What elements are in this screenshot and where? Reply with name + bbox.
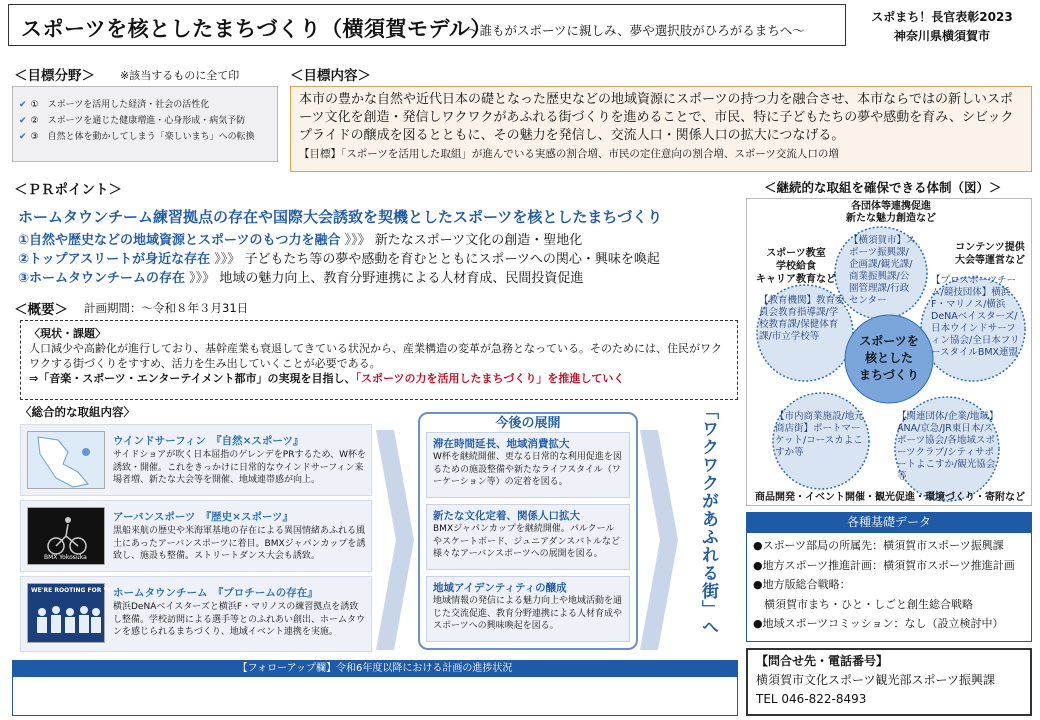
future-item-text: BMXジャパンカップを継続開催。パルクールやスケートボード、ジュニアダンスバトルなど様々なアーバンスポーツへの展開を図る。 [433, 524, 621, 559]
basic-data-heading: 各種基礎データ [746, 512, 1032, 532]
future-vision: 「ワクワクがあふれる街」へ [698, 402, 718, 636]
future-item-text: 地域情報の発信による魅力向上や地域活動を通じた交流促進、教育分野連携による人材育成やスポーツへの興味喚起を図る。 [433, 596, 623, 631]
goal-item: ✔ ③ 自然と体を動かしてしまう「楽しいまち」への転換 [19, 132, 255, 142]
title-banner [8, 4, 846, 46]
goal-content-box [290, 86, 1032, 172]
activity-title: ホームタウンチーム 『プロチームの存在』 [113, 587, 318, 599]
activity-card [20, 576, 372, 652]
pr-heading: ＜ＰＲポイント＞ [14, 182, 122, 198]
pr-point: ①自然や歴史などの地域資源とスポーツのもつ力を融合 》》》 新たなスポーツ文化の創造・聖地化 [18, 233, 583, 248]
future-box [418, 412, 638, 650]
goal-area-note: ※該当するものに全て印 [120, 69, 240, 82]
check-icon: ✔ [19, 132, 27, 142]
diagram-bottom-label: 商品開発・イベント開催・観光促進・環境づくり・寄附など [755, 492, 1025, 503]
contact-tel: TEL 046-822-8493 [756, 692, 867, 706]
pr-point: ③ホームタウンチームの存在 》》》 地域の魅力向上、教育分野連携による人材育成、民間投資促進 [18, 271, 584, 286]
goal-content-body: 本市の豊かな自然や近代日本の礎となった歴史などの地域資源にスポーツの持つ力を融合させ、本市ならではの新しいスポーツ文化を創造・発信しワクワクがあふれる街づくりを進めることで、市民、特に子どもたちの夢や感動を育み、シビックプライドの醸成を図るとともに、その魅力を発信し、交流人口・関係人口の拡大につなげる。 [299, 92, 1014, 143]
activities-heading: 〈総合的な取組内容〉 [20, 405, 135, 419]
goal-target: 【目標】「スポーツを活用した取組」が進んでいる実感の割合増、市民の定住意向の割合増、スポーツ交流人口の増 [299, 148, 839, 160]
future-item [426, 576, 630, 642]
goal-content-heading: ＜目標内容＞ [290, 68, 371, 84]
circle-partners: 【関連団体/企業/地域】ANA/京急/JR東日本/スポーツ協会/各地域スポーツクラブ/シティサポートよこすか/観光協会等 [897, 411, 999, 482]
circle-commerce: 【市内商業施設/地元商店街】ポートマーケット/コースカよこすか等 [775, 411, 864, 458]
contact-heading: 【問合せ先・電話番号】 [756, 654, 889, 668]
status-goal: ⇒「音楽・スポーツ・エンターテイメント都市」の実現を目指し、「スポーツの力を活用したまちづくり」を推進していく [29, 372, 625, 385]
chevron-right-icon [640, 430, 680, 650]
diagram-center: スポーツを 核とした まちづくり [859, 334, 919, 382]
future-item-text: W杯を継続開催、更なる日常的な利用促進を図るための施設整備や新たなライフスタイル（ワーケーション等）の定着を図る。 [433, 452, 622, 487]
coastline-map-icon [28, 432, 106, 490]
status-heading: 〈現状・課題〉 [29, 327, 106, 340]
diagram-top-label: 各団体等連携促進 新たな魅力創造など [846, 201, 936, 224]
team-photo-caption: WE'RE ROOTING FOR YOU! [31, 587, 121, 594]
goal-area-box [12, 86, 278, 162]
check-icon: ✔ [19, 100, 27, 110]
page-title: スポーツを核としたまちづくり（横須賀モデル） [21, 17, 492, 41]
map-image [27, 431, 105, 489]
chevron-right-icon [376, 430, 416, 650]
award-block [852, 8, 1032, 46]
goal-item: ✔ ① スポーツを活用した経済・社会の活性化 [19, 100, 210, 110]
pr-main: ホームタウンチーム練習拠点の存在や国際大会誘致を契機としたスポーツを核としたまちづくり [18, 208, 663, 226]
circle-pro-teams: 【プロスポーツチーム/競技団体】横浜F・マリノス/横浜DeNAベイスターズ/日本ウインドサーフィン協会/全日本フリースタイルBMX連盟 [931, 275, 1020, 358]
award-label: スポまち！長官表彰2023 [871, 10, 1013, 24]
diagram-left-label: スポーツ教室 学校給食 キャリア教育など [756, 248, 836, 285]
contact-dept: 横須賀市文化スポーツ観光部スポーツ振興課 [756, 673, 996, 687]
city-label: 神奈川県横須賀市 [893, 29, 990, 43]
goal-item: ✔ ② スポーツを通じた健康増進・心身形成・病気予防 [19, 116, 246, 126]
check-icon: ✔ [19, 116, 27, 126]
future-item-title: 滞在時間延長、地域消費拡大 [433, 438, 570, 450]
activity-card [20, 500, 372, 572]
goal-area-heading: ＜目標分野＞ [14, 68, 95, 84]
activity-card [20, 424, 372, 496]
future-heading: 今後の展開 [495, 416, 561, 431]
system-diagram [746, 198, 1032, 506]
basic-data-box: ●スポーツ部局の所属先：横須賀市スポーツ振興課 ●地方スポーツ推進計画：横須賀市スポーツ推進計画 ●地方版総合戦略： 横須賀市まち・ひと・しごと創生総合戦略 ●地域スポーツコミッション：なし（設立検討中） [746, 532, 1032, 642]
plan-period: 計画期間：～令和８年３月31日 [84, 301, 249, 315]
activity-title: ウインドサーフィン 『自然×スポーツ』 [113, 435, 304, 447]
activity-text: 横浜DeNAベイスターズと横浜F・マリノスの練習拠点を誘致し整備。学校訪問による選手等とのふれあい創出、ホームタウンを感じられるまちづくり、地域イベント連携を実施。 [113, 602, 366, 637]
circle-education: 【教育機関】教育委員会教育指導課/学校教育課/保健体育課/市立学校等 [759, 295, 845, 342]
followup-box [12, 660, 738, 716]
page-subtitle: ～誰もがスポーツに親しみ、夢や選択肢がひろがるまちへ～ [467, 23, 805, 38]
overview-heading: ＜概要＞ [14, 302, 68, 318]
team-photo [27, 583, 121, 643]
diagram-right-label: コンテンツ提供 大会等運営など [955, 242, 1025, 266]
pr-point: ②トップアスリートが身近な存在 》》》 子どもたち等の夢や感動を育むとともにスポーツへの関心・興味を喚起 [18, 252, 660, 267]
contact-box [746, 648, 1032, 716]
system-heading: ＜継続的な取組を確保できる体制（図）＞ [764, 180, 1002, 195]
future-item [426, 504, 630, 570]
status-body: 人口減少や高齢化が進行しており、基幹産業も衰退してきている状況から、産業構造の変革が急務となっている。そのためには、住民がワクワクする街づくりをすすめ、活力を生み出していくことが必要である。 [29, 342, 722, 370]
future-item-title: 地域アイデンティティの醸成 [433, 582, 567, 594]
activity-text: サイドショアが吹く日本屈指のゲレンデをPRするため、W杯を誘致・開催。これをきっかけに日常的なウインドサーフィン来場者増、新たな大会等を開催、地域連帯感が向上。 [113, 450, 367, 485]
followup-label: 【フォローアップ欄】令和6年度以降における計画の進捗状況 [13, 661, 737, 677]
activity-title: アーバンスポーツ 『歴史×スポーツ』 [113, 511, 294, 523]
circle-city: 【横須賀市】スポーツ振興課/企画課/観光課/商業振興課/公園管理課/行政センター [849, 235, 916, 306]
bmx-caption: BMX Yokosuka [44, 554, 87, 561]
activity-text: 黒船来航の歴史や米海軍基地の存在による異国情緒あふれる風土にあったアーバンスポーツに着目。BMXジャパンカップを誘致し、施設も整備。ストリートダンス大会も誘致。 [113, 526, 366, 561]
future-item-title: 新たな文化定着、関係人口拡大 [433, 510, 580, 522]
future-item [426, 432, 630, 498]
bmx-photo [27, 507, 105, 565]
status-box [20, 320, 738, 400]
